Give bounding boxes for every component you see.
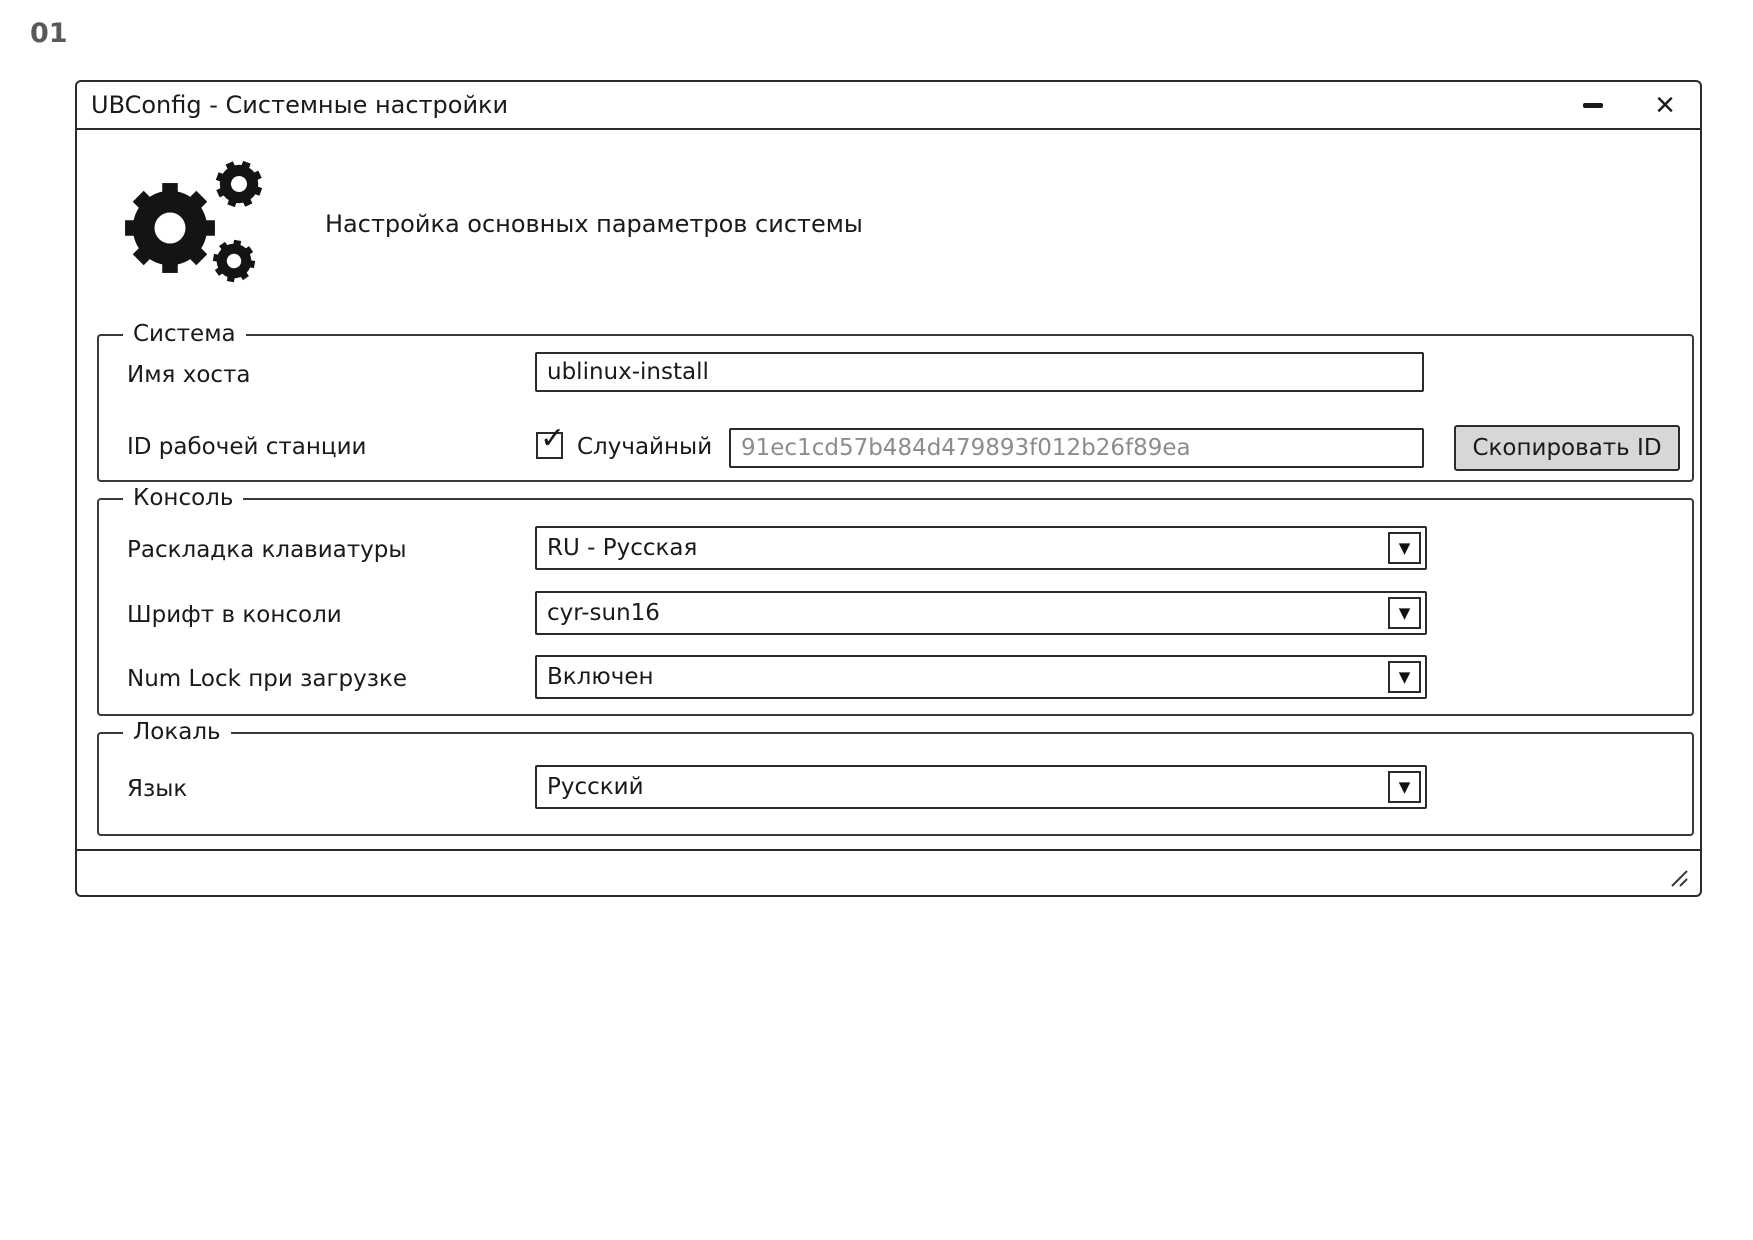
language-label: Язык: [127, 776, 188, 802]
chevron-down-icon: [1388, 661, 1421, 693]
console-font-value: cyr-sun16: [547, 600, 660, 626]
hostname-input[interactable]: [535, 352, 1424, 392]
chevron-down-glyph: ▼: [1398, 777, 1411, 796]
language-value: Русский: [547, 774, 644, 800]
system-group-legend: Система: [123, 321, 246, 347]
close-button[interactable]: [1648, 88, 1682, 122]
copy-id-button[interactable]: Скопировать ID: [1454, 425, 1680, 471]
keyboard-layout-label: Раскладка клавиатуры: [127, 537, 407, 563]
console-font-label: Шрифт в консоли: [127, 602, 342, 628]
window-controls: [1576, 88, 1682, 122]
chevron-down-icon: [1388, 771, 1421, 803]
title-bar: [77, 82, 1700, 130]
console-font-select[interactable]: [535, 591, 1427, 635]
status-bar: [77, 849, 1700, 895]
chevron-down-glyph: ▼: [1398, 538, 1411, 557]
chevron-down-glyph: ▼: [1398, 603, 1411, 622]
minimize-icon: [1583, 103, 1603, 108]
locale-group-legend: Локаль: [123, 719, 231, 745]
random-id-checkbox[interactable]: [536, 421, 566, 459]
chevron-down-icon: [1388, 597, 1421, 629]
gears-icon: [115, 148, 270, 298]
chevron-down-glyph: ▼: [1398, 667, 1411, 686]
random-id-checkbox-label: Случайный: [577, 434, 713, 460]
numlock-select[interactable]: [535, 655, 1427, 699]
numlock-value: Включен: [547, 664, 654, 690]
keyboard-layout-value: RU - Русская: [547, 535, 698, 561]
ubconfig-window: [75, 80, 1702, 897]
figure-label: 01: [30, 18, 68, 49]
keyboard-layout-select[interactable]: [535, 526, 1427, 570]
language-select[interactable]: [535, 765, 1427, 809]
chevron-down-icon: [1388, 532, 1421, 564]
resize-grip[interactable]: [1666, 865, 1690, 889]
window-subtitle: Настройка основных параметров системы: [325, 210, 863, 238]
window-title: UBConfig - Системные настройки: [91, 91, 509, 119]
station-id-label: ID рабочей станции: [127, 434, 367, 460]
station-id-input[interactable]: [729, 428, 1424, 468]
console-group-legend: Консоль: [123, 485, 243, 511]
numlock-label: Num Lock при загрузке: [127, 666, 408, 692]
close-icon: ×: [1655, 86, 1675, 124]
checkmark-icon: ✓: [540, 421, 566, 456]
hostname-label: Имя хоста: [127, 362, 251, 388]
resize-grip-icon: [1666, 865, 1690, 889]
minimize-button[interactable]: [1576, 88, 1610, 122]
